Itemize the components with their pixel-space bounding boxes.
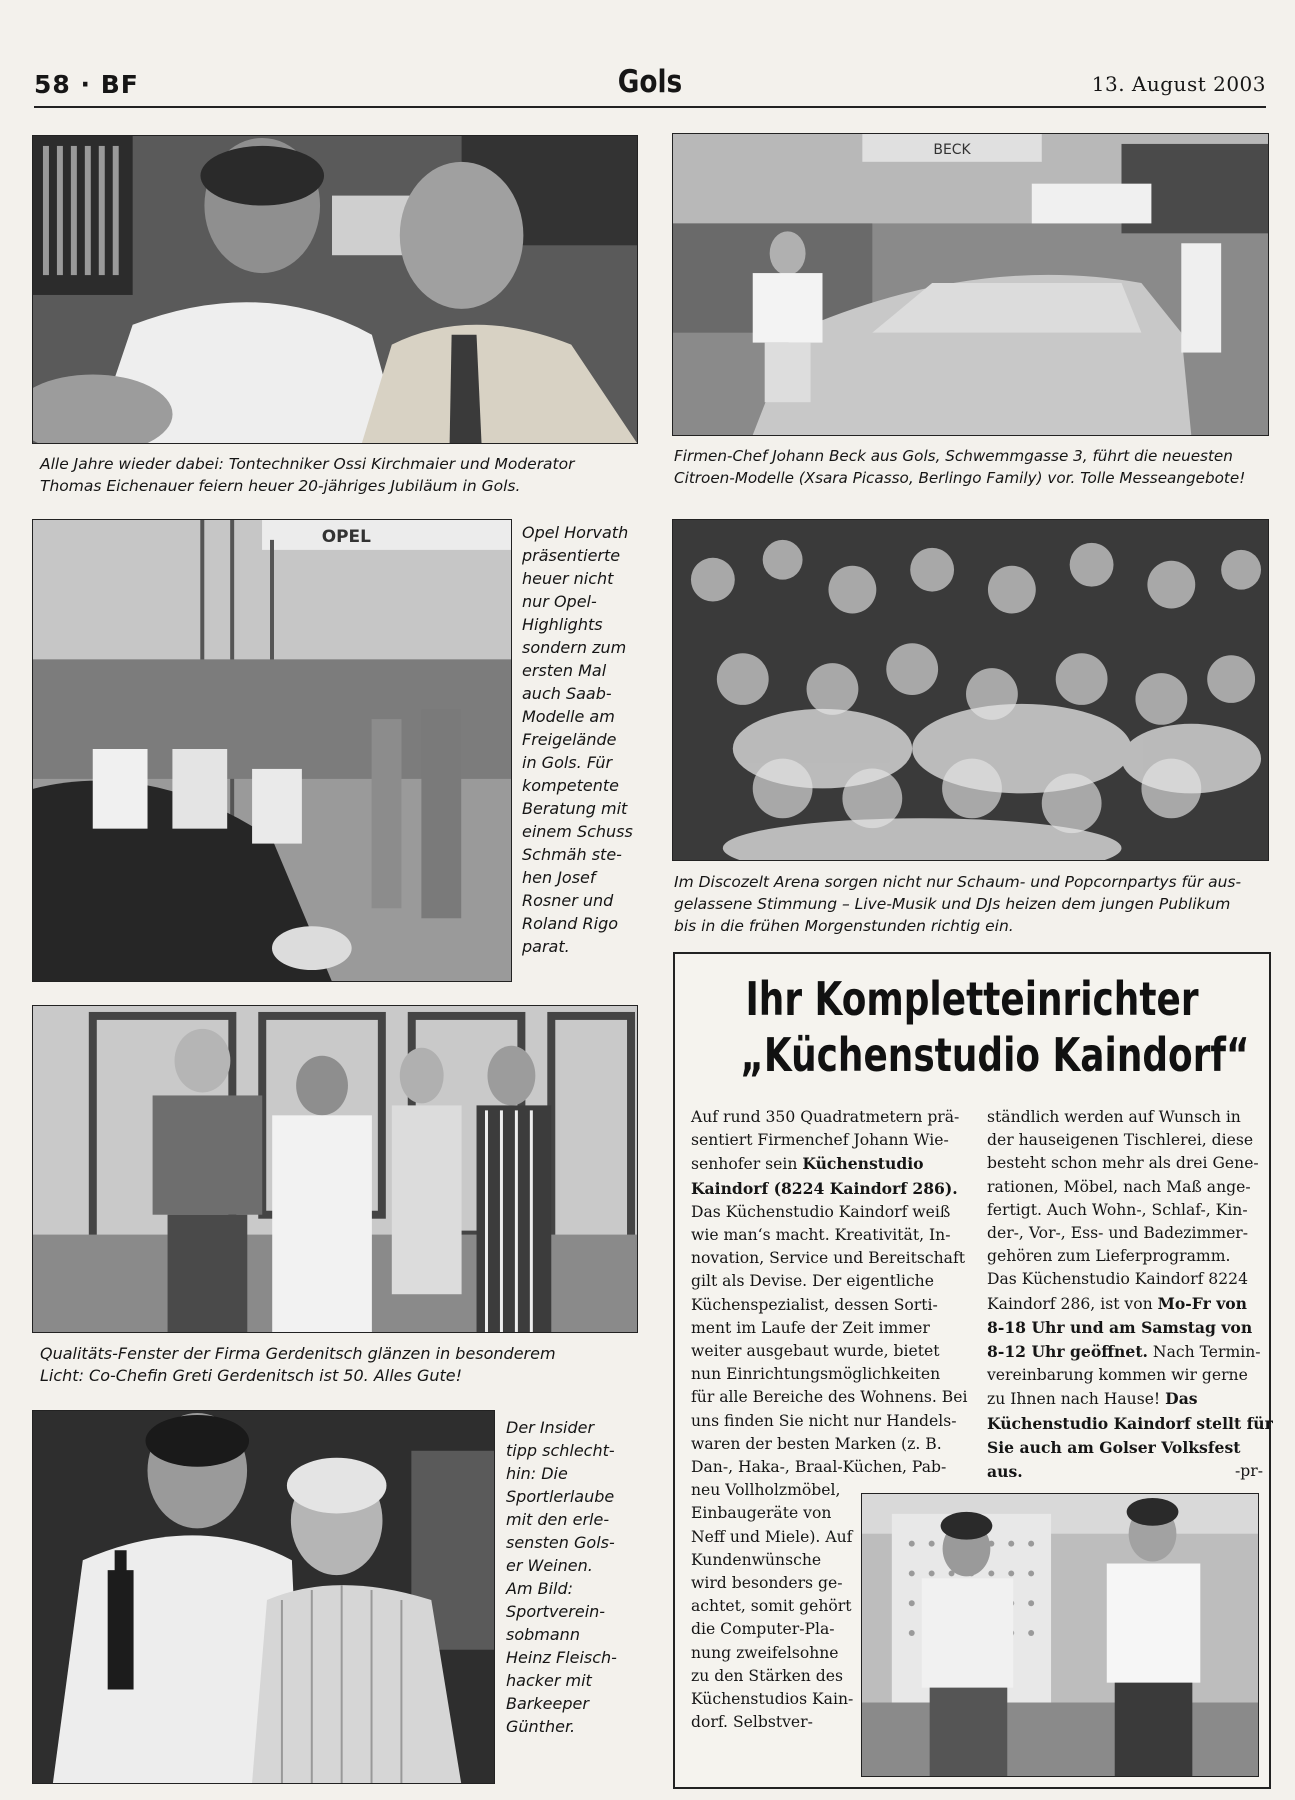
caption-line: hin: Die [506,1464,568,1483]
caption-line: Highlights [522,615,603,634]
ad-bold-text: Mo-Fr von [1157,1293,1248,1313]
ad-line [691,1177,961,1201]
caption-opel-stand [522,521,637,958]
photo-gerdenitsch-windows [32,1005,638,1333]
caption-sportlerlaube [506,1416,630,1738]
caption-line: auch Saab- [522,684,612,703]
caption-line: Schmäh ste- [522,845,622,864]
caption-citroen-stand [674,445,1274,489]
caption-line: parat. [522,937,570,956]
ad-title-line2: „Küchenstudio Kaindorf“ [740,1028,1250,1082]
ad-line: achtet, somit gehört [691,1597,852,1616]
caption-line: Alle Jahre wieder dabei: Tontechniker Ossi Kirchmaier und Moderator [40,455,575,473]
caption-line: Sportlerlaube [506,1487,615,1506]
ad-line: Das Küchenstudio Kaindorf 8224 [987,1270,1248,1289]
page-header [34,64,1266,108]
ad-line [987,1316,1263,1340]
caption-line: hen Josef [522,868,596,887]
ad-line: neu Vollholzmöbel, [691,1481,841,1500]
caption-line: Rosner und [522,891,614,910]
caption-line: Citroen-Modelle (Xsara Picasso, Berlingo Family) vor. Tolle Messeangebote! [674,469,1246,487]
caption-line: tipp schlecht- [506,1441,615,1460]
photo-sound-engineers [32,135,638,444]
ad-line: der-, Vor-, Ess- und Badezimmer- [987,1224,1249,1243]
caption-line: Qualitäts-Fenster der Firma Gerdenitsch glänzen in besonderem [40,1344,556,1363]
ad-line: für alle Bereiche des Wohnens. Bei [691,1388,968,1407]
caption-line: Günther. [506,1717,576,1736]
photo-sportlerlaube [32,1410,495,1784]
caption-line: Firmen-Chef Johann Beck aus Gols, Schwemmgasse 3, führt die neuesten [674,447,1233,465]
caption-line: ersten Mal [522,661,607,680]
ad-bold-text: aus. [987,1462,1023,1482]
ad-line: dorf. Selbstver- [691,1713,813,1732]
ad-line: besteht schon mehr als drei Gene- [987,1154,1259,1173]
caption-line: gelassene Stimmung – Live-Musik und DJs heizen dem jungen Publikum [674,895,1231,913]
caption-line: Freigelände [522,730,617,749]
caption-line: Im Discozelt Arena sorgen nicht nur Schaum- und Popcornpartys für aus- [674,873,1242,891]
ad-line: ment im Laufe der Zeit immer [691,1318,930,1337]
photo-citroen-stand [672,133,1269,436]
ad-line: Einbaugeräte von [691,1504,832,1523]
ad-line [691,1152,961,1176]
photo-kuechenstudio-owners [861,1493,1259,1777]
caption-line: heuer nicht [522,569,614,588]
caption-line: kompetente [522,776,620,795]
ad-text: Nach Termin- [1152,1343,1261,1362]
ad-line: Das Küchenstudio Kaindorf weiß [691,1202,951,1221]
ad-line: Küchenstudios Kain- [691,1690,854,1709]
caption-line: sondern zum [522,638,627,657]
ad-line: Dan-, Haka-, Braal-Küchen, Pab- [691,1458,947,1477]
issue-date: 13. August 2003 [1091,72,1266,96]
svg-text:BECK: BECK [933,141,971,158]
ad-line: uns finden Sie nicht nur Handels- [691,1411,957,1430]
caption-line: mit den erle- [506,1510,610,1529]
ad-line: gilt als Devise. Der eigentliche [691,1272,934,1291]
section-title: Gols [617,64,683,100]
caption-line: in Gols. Für [522,753,613,772]
ad-text: zu Ihnen nach Hause! [987,1390,1161,1409]
advertorial-kuechenstudio [673,952,1271,1789]
ad-line: vereinbarung kommen wir gerne [987,1366,1248,1385]
caption-line: Der Insider [506,1418,595,1437]
ad-line: gehören zum Lieferprogramm. [987,1247,1231,1266]
ad-line: wird besonders ge- [691,1574,843,1593]
ad-line: wie man‘s macht. Kreativität, In- [691,1226,951,1245]
caption-line: Barkeeper [506,1694,589,1713]
ad-line: der hauseigenen Tischlerei, diese [987,1131,1254,1150]
ad-text: senhofer sein [691,1155,798,1174]
caption-line: sensten Gols- [506,1533,615,1552]
ad-line [987,1340,1263,1364]
caption-line: Sportverein- [506,1602,606,1621]
caption-gerdenitsch-windows [40,1343,640,1387]
page-number: 58 · BF [34,70,139,99]
ad-line: zu den Stärken des [691,1666,844,1685]
caption-line: Beratung mit [522,799,628,818]
caption-line: Opel Horvath [522,523,629,542]
ad-line: Auf rund 350 Quadratmetern prä- [691,1108,960,1126]
ad-line: waren der besten Marken (z. B. [691,1434,942,1453]
ad-author: -pr- [1235,1462,1263,1481]
caption-disco-tent [674,871,1274,937]
photo-opel-stand [32,519,512,982]
ad-line: novation, Service und Bereitschaft [691,1249,965,1268]
caption-sound-engineers [40,453,640,497]
ad-bold-text: Küchenstudio Kaindorf stellt für [987,1413,1273,1433]
caption-line: präsentierte [522,546,621,565]
ad-line: sentiert Firmenchef Johann Wie- [691,1131,949,1150]
ad-bold-text: 8-18 Uhr und am Samstag von [987,1317,1253,1337]
ad-line: Neff und Miele). Auf [691,1527,853,1546]
caption-line: Modelle am [522,707,615,726]
ad-line [987,1436,1263,1460]
ad-line [987,1292,1263,1316]
caption-line: er Weinen. [506,1556,593,1575]
ad-bold-text: Kaindorf (8224 Kaindorf 286). [691,1178,958,1198]
caption-line: Heinz Fleisch- [506,1648,617,1667]
ad-title-line1: Ihr Kompletteinrichter [745,972,1199,1026]
caption-line: einem Schuss [522,822,633,841]
ad-bold-text: Sie auch am Golser Volksfest [987,1437,1241,1457]
ad-line: nung zweifelsohne [691,1643,839,1662]
ad-line: Kundenwünsche [691,1550,822,1569]
ad-text: Kaindorf 286, ist von [987,1294,1153,1313]
ad-bold-text: Das [1165,1389,1198,1409]
photo-disco-tent [672,519,1269,861]
caption-line: Am Bild: [506,1579,574,1598]
ad-bold-text: 8-12 Uhr geöffnet. [987,1342,1148,1362]
ad-line: weiter ausgebaut wurde, bietet [691,1342,940,1361]
ad-line: die Computer-Pla- [691,1620,835,1639]
ad-line: Küchenspezialist, dessen Sorti- [691,1295,938,1314]
svg-text:OPEL: OPEL [321,525,371,546]
caption-line: hacker mit [506,1671,592,1690]
ad-bold-text: Küchenstudio [802,1154,924,1174]
ad-line [987,1412,1273,1436]
caption-line: nur Opel- [522,592,597,611]
caption-line: Thomas Eichenauer feiern heuer 20-jähriges Jubiläum in Gols. [40,477,521,495]
caption-line: sobmann [506,1625,580,1644]
caption-line: Roland Rigo [522,914,619,933]
ad-line [987,1387,1263,1411]
ad-column-right [987,1106,1273,1484]
ad-line: ständlich werden auf Wunsch in [987,1108,1241,1126]
caption-line: bis in die frühen Morgenstunden richtig ein. [674,917,1014,935]
ad-line: rationen, Möbel, nach Maß ange- [987,1177,1251,1196]
caption-line: Licht: Co-Chefin Greti Gerdenitsch ist 50. Alles Gute! [40,1366,463,1385]
ad-line: fertigt. Auch Wohn-, Schlaf-, Kin- [987,1200,1248,1219]
ad-line: nun Einrichtungsmöglichkeiten [691,1365,941,1384]
ad-line [987,1460,1263,1484]
